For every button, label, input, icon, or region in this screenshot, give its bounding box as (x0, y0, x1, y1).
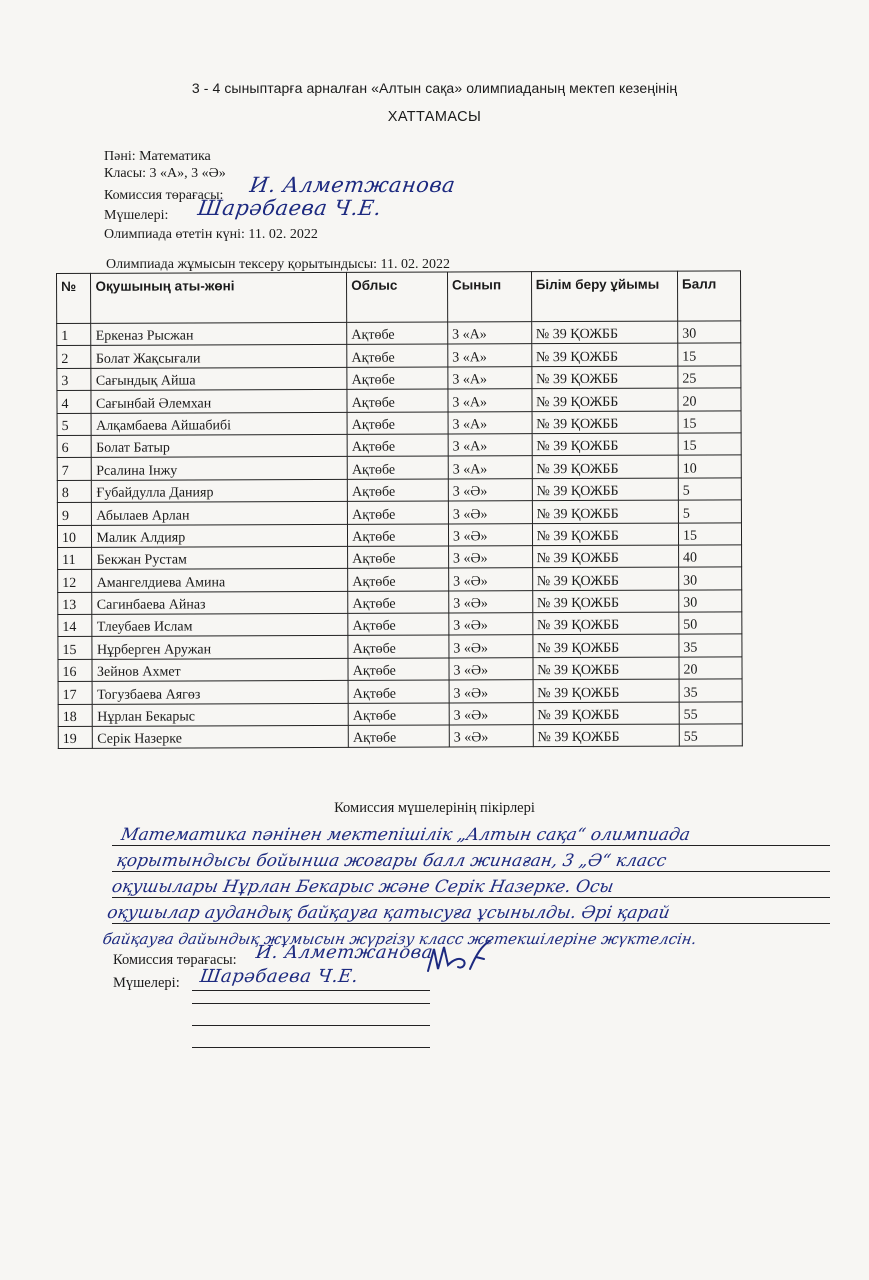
school-cell: № 39 ҚОЖББ (532, 366, 678, 389)
student-name-cell: Абылаев Арлан (92, 502, 348, 525)
class-cell: 3 «Ә» (449, 725, 533, 748)
region-cell: Ақтөбе (348, 524, 449, 547)
row-number-cell: 3 (57, 368, 92, 391)
class-cell: 3 «Ә» (449, 658, 533, 681)
school-cell: № 39 ҚОЖББ (531, 344, 677, 367)
table-row (57, 366, 741, 391)
members-label: Мүшелері: (104, 208, 169, 223)
row-number-cell: 4 (57, 391, 92, 414)
school-cell: № 39 ҚОЖББ (532, 455, 678, 478)
header-score: Балл (677, 271, 740, 321)
results-table-body (57, 321, 743, 749)
student-name-cell: Тогузбаева Аягөз (93, 681, 349, 704)
row-number-cell: 12 (58, 570, 93, 593)
student-name-cell: Тлеубаев Ислам (92, 613, 348, 636)
score-cell: 5 (678, 478, 741, 501)
region-cell: Ақтөбе (348, 591, 449, 614)
document-subtitle: ХАТТАМАСЫ (387, 109, 482, 125)
table-row (57, 410, 741, 435)
row-number-cell: 8 (57, 480, 92, 503)
signature-blank-line (192, 990, 430, 991)
student-name-cell: Бекжан Рустам (92, 546, 348, 569)
region-cell: Ақтөбе (348, 501, 449, 524)
row-number-cell: 5 (57, 413, 92, 436)
school-cell: № 39 ҚОЖББ (533, 657, 679, 680)
comment-line-1: Математика пәнінен мектепішілік „Алтын сақа“ олимпиада (119, 825, 692, 845)
row-number-cell: 13 (58, 592, 93, 615)
table-row (57, 500, 741, 525)
signature-blank-line (192, 1047, 430, 1048)
student-name-cell: Нұрлан Бекарыс (93, 703, 349, 726)
table-row (57, 343, 741, 368)
score-cell: 15 (678, 433, 741, 456)
class-cell: 3 «Ә» (448, 546, 532, 569)
student-name-cell: Сагинбаева Айназ (92, 591, 348, 614)
class-cell: 3 «А» (448, 366, 532, 389)
row-number-cell: 17 (58, 682, 93, 705)
class-cell: 3 «Ә» (449, 635, 533, 658)
signature-blank-line (192, 1025, 430, 1026)
header-region: Облыс (347, 272, 448, 322)
student-name-cell: Ғубайдулла Данияр (92, 479, 348, 502)
student-name-cell: Нұрберген Аружан (92, 636, 348, 659)
region-cell: Ақтөбе (348, 635, 449, 658)
class-cell: 3 «Ә» (449, 568, 533, 591)
row-number-cell: 19 (58, 726, 93, 749)
school-cell: № 39 ҚОЖББ (533, 724, 679, 747)
score-cell: 15 (678, 522, 741, 545)
bottom-members-label: Мүшелері: (113, 975, 180, 991)
region-cell: Ақтөбе (347, 479, 448, 502)
row-number-cell: 14 (58, 614, 93, 637)
region-cell: Ақтөбе (347, 456, 448, 479)
table-row (57, 433, 741, 458)
table-row (58, 567, 742, 592)
region-cell: Ақтөбе (347, 434, 448, 457)
class-cell: 3 «А» (448, 389, 532, 412)
bottom-chair-label: Комиссия төрағасы: (113, 952, 237, 968)
score-cell: 20 (679, 657, 742, 680)
header-student-name: Оқушының аты-жөні (91, 272, 347, 323)
student-name-cell: Амангелдиева Амина (92, 569, 348, 592)
school-cell: № 39 ҚОЖББ (532, 567, 678, 590)
score-cell: 30 (679, 567, 742, 590)
bottom-chair-signature: И. Алметжанова (254, 942, 435, 963)
bottom-members-signature: Шарәбаева Ч.Е. (198, 966, 360, 987)
school-cell: № 39 ҚОЖББ (532, 388, 678, 411)
student-name-cell: Малик Алдияр (92, 524, 348, 547)
school-cell: № 39 ҚОЖББ (532, 612, 678, 635)
region-cell: Ақтөбе (348, 680, 449, 703)
class-cell: 3 «Ә» (448, 501, 532, 524)
row-number-cell: 16 (58, 659, 93, 682)
score-cell: 40 (678, 545, 741, 568)
row-number-cell: 6 (57, 435, 92, 458)
table-row (58, 612, 742, 637)
school-cell: № 39 ҚОЖББ (532, 433, 678, 456)
region-cell: Ақтөбе (348, 703, 449, 726)
student-name-cell: Сағындық Айша (91, 367, 347, 390)
comments-title: Комиссия мүшелерінің пікірлері (334, 800, 535, 816)
header-class: Сынып (447, 272, 531, 322)
school-cell: № 39 ҚОЖББ (532, 411, 678, 434)
student-name-cell: Болат Жақсығали (91, 345, 347, 368)
score-cell: 25 (678, 366, 741, 389)
score-cell: 30 (678, 321, 741, 344)
school-cell: № 39 ҚОЖББ (533, 702, 679, 725)
row-number-cell: 15 (58, 637, 93, 660)
table-row (58, 590, 742, 615)
region-cell: Ақтөбе (347, 344, 448, 367)
comment-line-3: оқушылары Нұрлан Бекарыс және Серік Назерке. Осы (110, 877, 616, 897)
student-name-cell: Рсалина Інжу (92, 457, 348, 480)
student-name-cell: Серік Назерке (93, 725, 349, 748)
table-header-row (57, 271, 741, 324)
region-cell: Ақтөбе (348, 546, 449, 569)
region-cell: Ақтөбе (348, 658, 449, 681)
score-cell: 10 (678, 455, 741, 478)
row-number-cell: 1 (57, 323, 92, 346)
comment-line-2: қорытындысы бойынша жоғары балл жинаған, 3 „Ә“ класс (114, 851, 668, 871)
row-number-cell: 18 (58, 704, 93, 727)
class-cell: 3 «Ә» (449, 590, 533, 613)
class-cell: 3 «Ә» (449, 613, 533, 636)
table-row (58, 679, 742, 704)
score-cell: 15 (678, 343, 741, 366)
classes-line: Класы: 3 «А», 3 «Ә» (104, 166, 226, 181)
score-cell: 20 (678, 388, 741, 411)
region-cell: Ақтөбе (347, 322, 448, 345)
table-row (58, 657, 742, 682)
region-cell: Ақтөбе (347, 389, 448, 412)
chair-label: Комиссия төрағасы: (104, 188, 224, 203)
class-cell: 3 «Ә» (449, 702, 533, 725)
row-number-cell: 7 (57, 458, 92, 481)
student-name-cell: Сағынбай Әлемхан (91, 390, 347, 413)
table-row (57, 388, 741, 413)
school-cell: № 39 ҚОЖББ (532, 545, 678, 568)
header-school: Білім беру ұйымы (531, 271, 677, 322)
student-name-cell: Еркеназ Рысжан (91, 322, 347, 345)
row-number-cell: 9 (57, 502, 92, 525)
table-row (57, 455, 741, 480)
table-row (58, 634, 742, 659)
score-cell: 50 (679, 612, 742, 635)
score-cell: 35 (679, 634, 742, 657)
row-number-cell: 2 (57, 346, 92, 369)
school-cell: № 39 ҚОЖББ (531, 321, 677, 344)
row-number-cell: 11 (58, 547, 93, 570)
class-cell: 3 «Ә» (448, 523, 532, 546)
score-cell: 55 (679, 702, 742, 725)
school-cell: № 39 ҚОЖББ (532, 478, 678, 501)
table-row (57, 478, 741, 503)
table-row (57, 522, 741, 547)
school-cell: № 39 ҚОЖББ (532, 500, 678, 523)
result-date-line: Олимпиада жұмысын тексеру қорытындысы: 11. 02. 2022 (106, 257, 450, 272)
class-cell: 3 «Ә» (449, 680, 533, 703)
table-row (58, 724, 742, 749)
table-row (58, 702, 742, 727)
class-cell: 3 «Ә» (448, 478, 532, 501)
comment-line-4: оқушылар аудандық байқауға қатысуға ұсынылды. Әрі қарай (105, 903, 672, 923)
signature-blank-line (192, 1003, 430, 1004)
school-cell: № 39 ҚОЖББ (532, 523, 678, 546)
school-cell: № 39 ҚОЖББ (533, 635, 679, 658)
header-number: № (57, 273, 92, 323)
region-cell: Ақтөбе (348, 613, 449, 636)
student-name-cell: Алқамбаева Айшабибі (92, 412, 348, 435)
student-name-cell: Болат Батыр (92, 434, 348, 457)
region-cell: Ақтөбе (347, 412, 448, 435)
members-handwritten-signature: Шарәбаева Ч.Е. (196, 196, 384, 220)
region-cell: Ақтөбе (348, 725, 449, 748)
signature-scribble (420, 935, 500, 985)
score-cell: 30 (679, 590, 742, 613)
region-cell: Ақтөбе (347, 367, 448, 390)
score-cell: 55 (679, 724, 742, 747)
handwritten-comments (101, 822, 842, 952)
score-cell: 35 (679, 679, 742, 702)
region-cell: Ақтөбе (348, 568, 449, 591)
olympiad-date-line: Олимпиада өтетін күні: 11. 02. 2022 (104, 227, 318, 242)
school-cell: № 39 ҚОЖББ (533, 679, 679, 702)
class-cell: 3 «А» (448, 322, 532, 345)
score-cell: 5 (678, 500, 741, 523)
document-title: 3 - 4 сыныптарға арналған «Алтын сақа» олимпиаданың мектеп кезеңінің (191, 80, 678, 96)
table-row (57, 321, 741, 346)
score-cell: 15 (678, 410, 741, 433)
subject-line: Пәні: Математика (104, 149, 211, 164)
class-cell: 3 «А» (448, 434, 532, 457)
row-number-cell: 10 (57, 525, 92, 548)
class-cell: 3 «А» (448, 411, 532, 434)
results-table (56, 270, 743, 749)
student-name-cell: Зейнов Ахмет (92, 658, 348, 681)
table-row (58, 545, 742, 570)
class-cell: 3 «А» (448, 456, 532, 479)
chair-handwritten-signature: И. Алметжанова (248, 173, 457, 197)
comment-line-5: байқауға дайындық жұмысын жүргізу класс жетекшілеріне жүктелсін. (101, 930, 699, 948)
class-cell: 3 «А» (448, 344, 532, 367)
school-cell: № 39 ҚОЖББ (532, 590, 678, 613)
